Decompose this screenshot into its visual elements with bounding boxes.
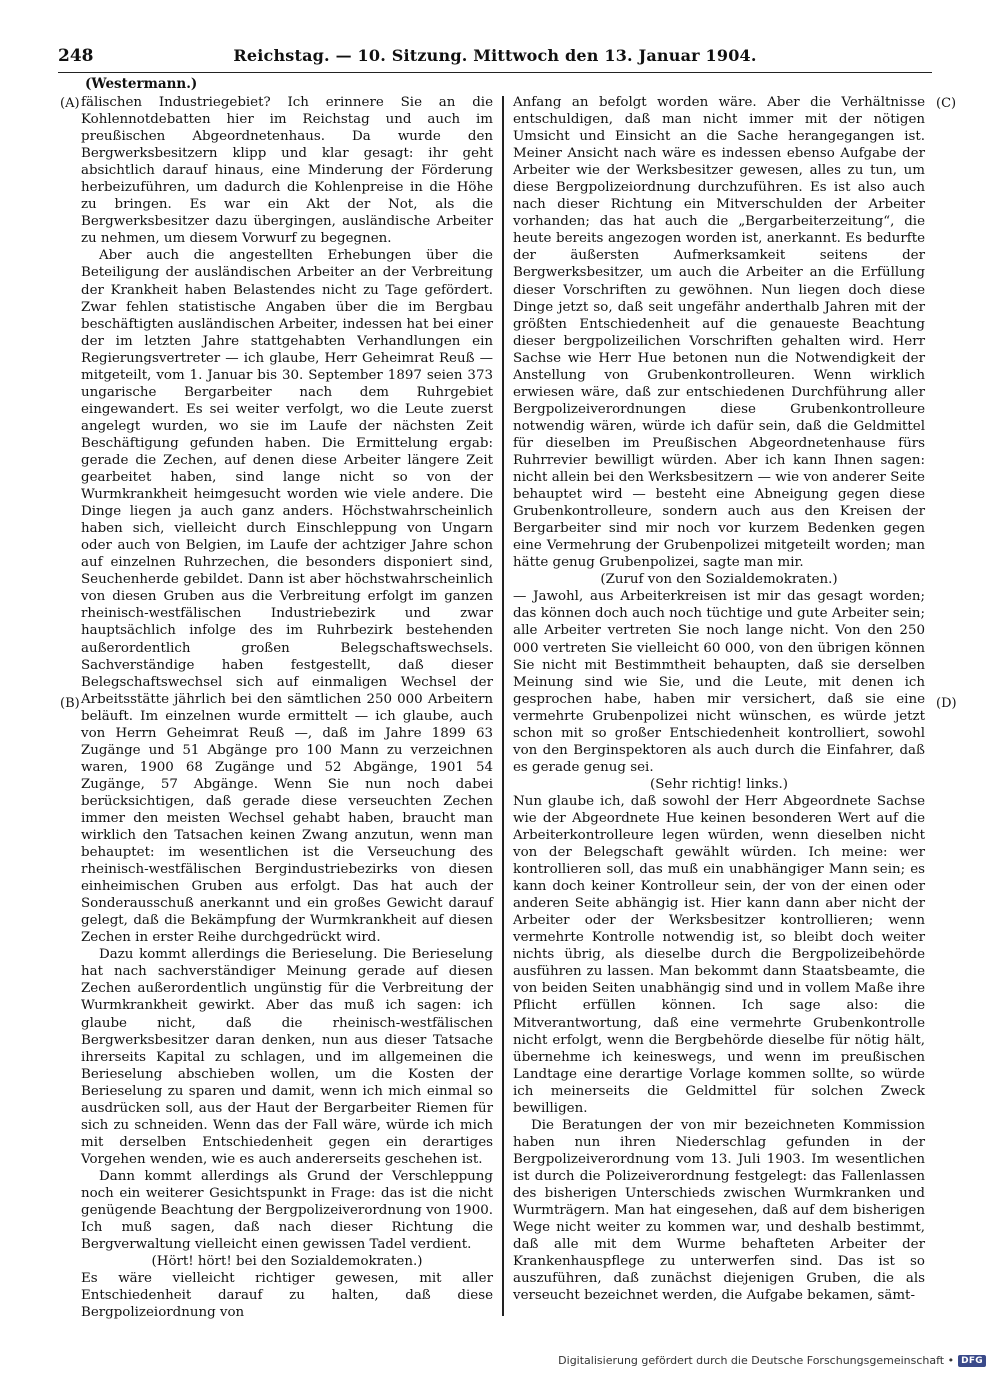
running-title: Reichstag. — 10. Sitzung. Mittwoch den 13. Januar 1904. xyxy=(233,46,757,65)
margin-marker-b: (B) xyxy=(60,696,80,711)
margin-marker-a: (A) xyxy=(60,96,80,111)
page-number: 248 xyxy=(58,46,94,66)
paragraph: Dann kommt allerdings als Grund der Verschleppung noch ein weiterer Gesichtspunkt in Frage: das ist die nicht genügende Beachtung der Bergpolizeiverordnung von 1900. Ich muß sagen, daß nach dieser Richtung die Bergverwaltung vielleicht einen gewissen Tadel verdient. xyxy=(81,1168,493,1253)
dfg-logo: DFG xyxy=(958,1355,986,1367)
paragraph: Dazu kommt allerdings die Berieselung. Die Berieselung hat nach sachverständiger Meinung gerade auf diesen Zechen außerordentlich ungünstig für die Verbreitung der Wurmkrankheit gewirkt. Aber das muß ich sagen: ich glaube nicht, daß die rheinisch-westfälischen Bergwerksbesitzer daran denken, nun aus dieser Tatsache ihrerseits Kapital zu schlagen, und im allgemeinen die Berieselung abschieben wollen, um die Kosten der Berieselung zu sparen und damit, wenn ich mich einmal so ausdrücken soll, aus der Haut der Bergarbeiter Riemen für sich zu schneiden. Wenn das der Fall wäre, würde ich mich mit derselben Entschiedenheit gegen ein derartiges Vorgehen wenden, wie es auch andererseits geschehen ist. xyxy=(81,947,493,1167)
column-divider xyxy=(502,96,504,1316)
right-text-column xyxy=(513,94,925,1304)
paragraph: Aber auch die angestellten Erhebungen über die Beteiligung der ausländischen Arbeiter an der Verbreitung der Krankheit haben Belastendes nicht zu Tage gefördert. Zwar fehlen statistische Angaben über die im Bergbau beschäftigten ausländischen Arbeiter, indessen hat bei einer der im letzten Jahre stattgehabten Verhandlungen ein Regierungsvertreter — ich glaube, Herr Geheimrat Reuß — mitgeteilt, vom 1. Januar bis 30. September 1897 seien 373 ungarische Bergarbeiter nach dem Ruhrgebiet eingewandert. Es sei weiter verfolgt, wo die Leute zuerst angelegt wurden, wo sie im Laufe der nächsten Zeit Beschäftigung gefunden haben. Die Ermittelung ergab: gerade die Zechen, auf denen diese Arbeiter längere Zeit gearbeitet haben, sind lange nicht so von der Wurmkrankheit heimgesucht worden wie viele andere. Die Dinge liegen ja auch ganz anders. Höchstwahrscheinlich haben sich, vielleicht durch Einschleppung von Ungarn oder auch von Belgien, im Laufe der achtziger Jahre schon auf einzelnen Ruhrzechen, die besonders disponiert sind, Seuchenherde gebildet. Dann ist aber höchstwahrscheinlich von diesen Gruben aus die Verbreitung erfolgt im ganzen rheinisch-westfälischen Industriebezirk und zwar hauptsächlich infolge des im Ruhrbezirk bestehenden außerordentlich großen Belegschaftswechsels. Sachverständige haben festgestellt, daß dieser Belegschaftswechsel sich auf einmaligen Wechsel der Arbeitsstätte jährlich bei den sämtlichen 250 000 Arbeitern beläuft. Im einzelnen wurde ermittelt — ich glaube, auch von Herrn Geheimrat Reuß —, daß im Jahre 1899 63 Zugänge und 51 Abgänge pro 100 Mann zu verzeichnen waren, 1900 68 Zugänge und 52 Abgänge, 1901 54 Zugänge, 57 Abgänge. Wenn Sie nun noch dabei berücksichtigen, daß gerade diese verseuchten Zechen immer den meisten Wechsel gehabt haben, braucht man wirklich den Tatsachen keinen Zwang anzutun, wenn man behauptet: im wesentlichen ist die Verseuchung des rheinisch-westfälischen Bergindustriebezirks von diesen einheimischen Gruben aus erfolgt. Das hat auch der Sonderausschuß anerkannt und ein großes Gewicht darauf gelegt, daß die Bekämpfung der Wurmkrankheit auf diesen Zechen in erster Reihe durchgedrückt wird. xyxy=(81,248,493,946)
paragraph: Die Beratungen der von mir bezeichneten Kommission haben nun ihren Niederschlag gefunden in der Bergpolizeiverordnung vom 13. Juli 1903. Im wesentlichen ist durch die Polizeiverordnung festgelegt: das Fallenlassen des bisherigen Unterschieds zwischen Wurmkranken und Wurmträgern. Man hat eingesehen, daß auf dem bisherigen Wege nicht weiter zu kommen war, und deshalb bestimmt, daß alle mit dem Wurme behafteten Arbeiter der Krankenhauspflege zu unterwerfen sind. Das ist so auszuführen, daß zunächst diejenigen Gruben, die als verseucht bezeichnet werden, die Aufgabe bekamen, sämt- xyxy=(513,1117,925,1304)
interjection: (Zuruf von den Sozialdemokraten.) xyxy=(600,572,838,588)
margin-marker-d: (D) xyxy=(936,696,957,711)
digitization-credit xyxy=(558,1354,986,1367)
interjection: (Sehr richtig! links.) xyxy=(650,776,788,792)
paragraph: Nun glaube ich, daß sowohl der Herr Abgeordnete Sachse wie der Abgeordnete Hue keinen besonderen Wert auf die Arbeiterkontrolleure legen würden, wenn dieselben nicht von der Belegschaft gewählt würden. Ich meine: wer kontrollieren soll, das muß ein unabhängiger Mann sein; es kann doch keiner Kontrolleur sein, der von der einen oder anderen Seite abhängig ist. Hier kann dann aber nicht der Arbeiter oder der Werksbesitzer kontrollieren; wenn vermehrte Kontrolle notwendig ist, so bleibt doch weiter nichts übrig, als dieselbe durch die Bergpolizeibehörde ausführen zu lassen. Man bekommt dann Staatsbeamte, die von beiden Seiten unabhängig sind und in vollem Maße ihre Pflicht erfüllen können. Ich sage also: die Mitverantwortung, daß eine vermehrte Grubenkontrolle nicht erfolgt, wenn die Bergbehörde dieselbe für nötig hält, übernehme ich keineswegs, und wenn im preußischen Landtage eine derartige Vorlage kommen sollte, so würde ich meinerseits die Geldmittel für solchen Zweck bewilligen. xyxy=(513,793,925,1116)
credit-text: Digitalisierung gefördert durch die Deutsche Forschungsgemeinschaft • xyxy=(558,1354,955,1367)
paragraph: fälischen Industriegebiet? Ich erinnere Sie an die Kohlennotdebatten hier im Reichstag und auch im preußischen Abgeordnetenhaus. Da wurde den Bergwerksbesitzern klipp und klar gesagt: ihr geht absichtlich darauf hinaus, eine Minderung der Förderung herbeizuführen, um dadurch die Kohlenpreise in die Höhe zu bringen. Es war ein Akt der Not, als die Bergwerksbesitzer dazu übergingen, ausländische Arbeiter zu nehmen, um diesem Vorwurf zu begegnen. xyxy=(81,95,493,247)
margin-marker-c: (C) xyxy=(936,96,957,111)
left-text-column xyxy=(81,94,493,1321)
speaker-name: (Westermann.) xyxy=(85,76,198,92)
paragraph: Es wäre vielleicht richtiger gewesen, mit aller Entschiedenheit darauf zu halten, daß diese Bergpolizeiordnung von xyxy=(81,1271,493,1321)
interjection: (Hört! hört! bei den Sozialdemokraten.) xyxy=(151,1254,423,1270)
page-header xyxy=(58,44,932,73)
paragraph: — Jawohl, aus Arbeiterkreisen ist mir das gesagt worden; das können doch auch noch tüchtige und gute Arbeiter sein; alle Arbeiter vertreten Sie noch lange nicht. Von den 250 000 vertreten Sie vielleicht 60 000, von den übrigen können Sie nicht mit Bestimmtheit behaupten, daß sie derselben Meinung sind wie Sie, und die Leute, mit denen ich gesprochen habe, haben mir versichert, daß sie eine vermehrte Grubenpolizei nicht wünschen, es würde jetzt schon mit so großer Entschiedenheit kontrolliert, sowohl von den Berginspektoren als auch durch die Einfahrer, daß es gerade genug sei. xyxy=(513,589,925,775)
paragraph: Anfang an befolgt worden wäre. Aber die Verhältnisse entschuldigen, daß man nicht immer mit der nötigen Umsicht und Einsicht an die Sache herangegangen ist. Meiner Ansicht nach wäre es indessen ebenso Aufgabe der Arbeiter wie der Werksbesitzer gewesen, alles zu tun, um diese Bergpolizeiordnung durchzuführen. Es ist also auch nach dieser Richtung ein Mitverschulden der Arbeiter vorhanden; das hat auch die „Bergarbeiterzeitung“, die heute bereits angezogen worden ist, anerkannt. Es bedurfte der äußersten Aufmerksamkeit seitens der Bergwerksbesitzer, um auch die Arbeiter an die Erfüllung dieser Vorschriften zu gewöhnen. Nun liegen doch diese Dinge jetzt so, daß seit ungefähr anderthalb Jahren mit der größten Entschiedenheit auf die genaueste Beachtung dieser bergpolizeilichen Vorschriften gehalten wird. Herr Sachse wie Herr Hue betonen nun die Notwendigkeit der Anstellung von Grubenkontrolleuren. Wenn wirklich erwiesen wäre, daß zur entschiedenen Durchführung aller Bergpolizeiverordnungen diese Grubenkontrolleure notwendig wären, würde ich dafür sein, daß die Geldmittel für dieselben im Preußischen Abgeordnetenhause fürs Ruhrrevier bewilligt würden. Aber ich kann Ihnen sagen: nicht allein bei den Werksbesitzern — wie von anderer Seite behauptet wird — besteht eine Abneigung gegen diese Grubenkontrolleure, sondern auch aus den Kreisen der Bergarbeiter sind mir noch vor kurzem Bedenken gegen eine Vermehrung der Grubenpolizei mitgeteilt worden; man hätte genug Grubenpolizei, sagte man mir. xyxy=(513,95,925,571)
